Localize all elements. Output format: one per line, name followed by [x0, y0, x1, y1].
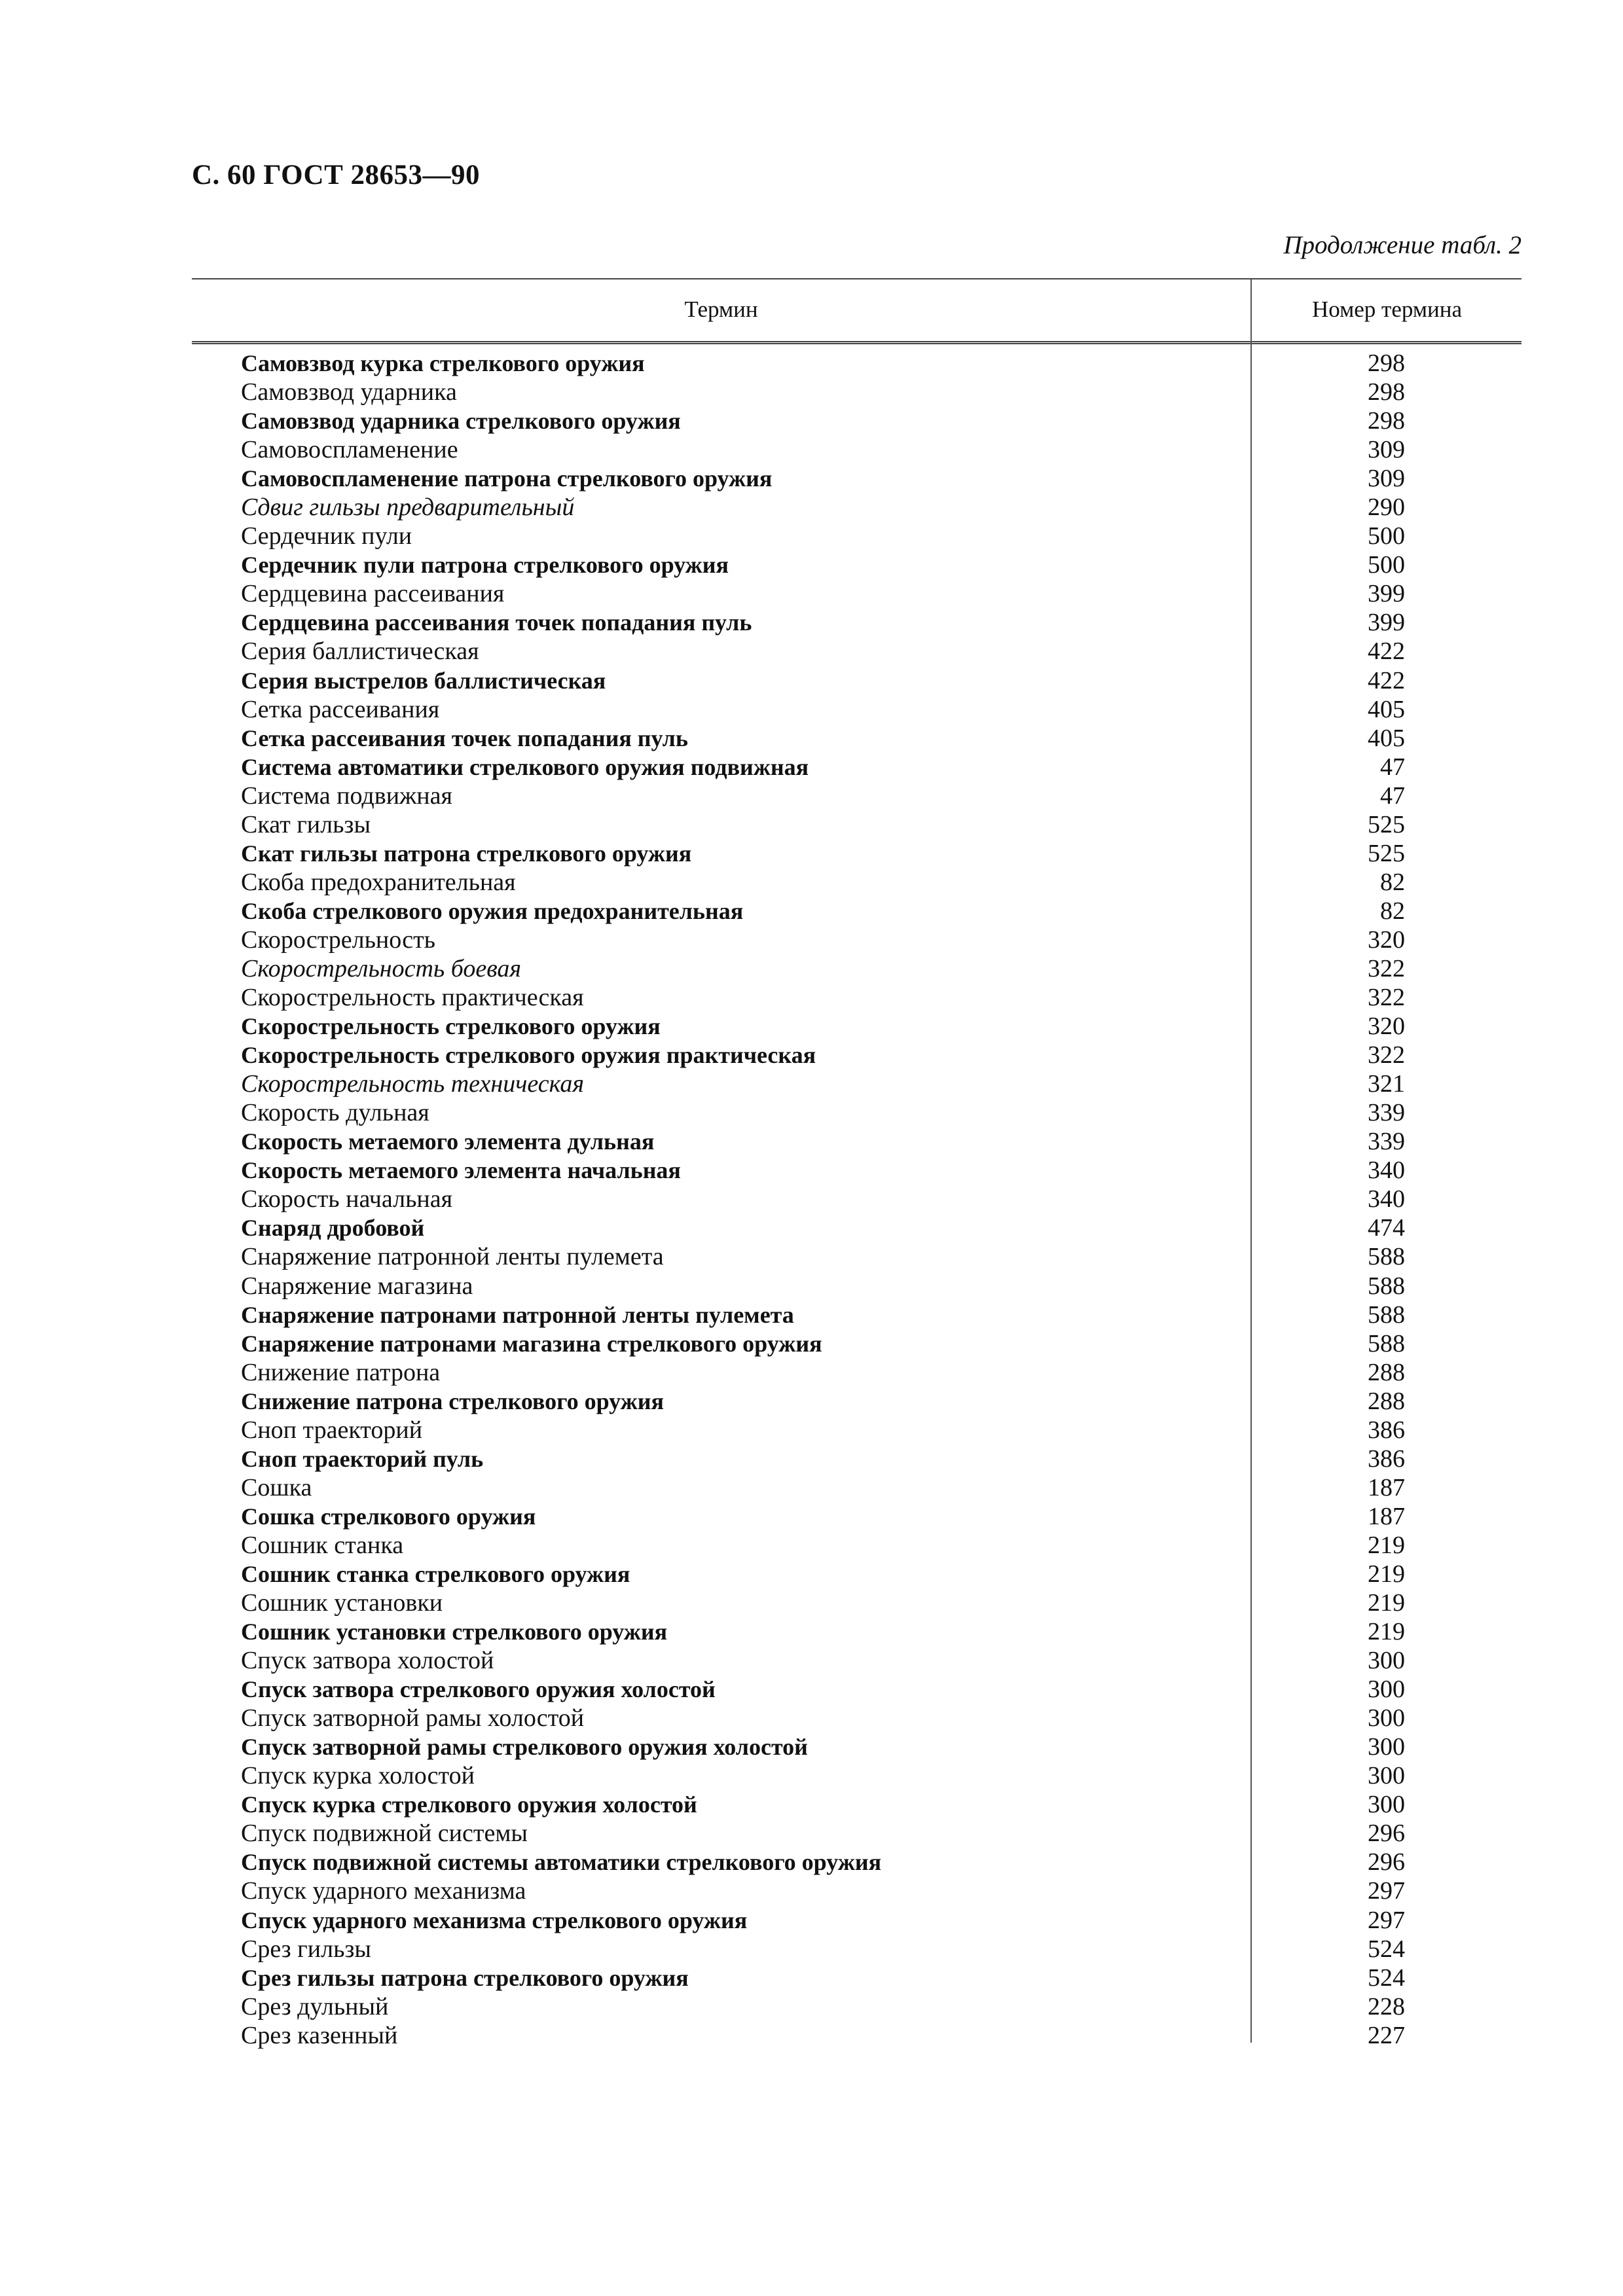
term-cell: Система автоматики стрелкового оружия подвижная — [241, 753, 809, 780]
table-row — [192, 753, 1522, 781]
term-number-cell: 321 — [1368, 1070, 1405, 1098]
term-cell: Спуск ударного механизма — [241, 1877, 526, 1905]
table-row — [192, 1416, 1522, 1444]
term-number-cell: 309 — [1368, 465, 1405, 493]
term-number-cell: 339 — [1368, 1099, 1405, 1127]
term-number-cell: 474 — [1368, 1214, 1405, 1242]
table-row — [192, 983, 1522, 1012]
term-number-cell: 500 — [1368, 522, 1405, 550]
term-cell: Сетка рассеивания точек попадания пуль — [241, 725, 688, 751]
table-row — [192, 608, 1522, 637]
term-number-cell: 82 — [1380, 868, 1405, 896]
table-row — [192, 1819, 1522, 1848]
term-number-cell: 386 — [1368, 1416, 1405, 1444]
table-row — [192, 1964, 1522, 1992]
term-number-cell: 339 — [1368, 1128, 1405, 1156]
table-row — [192, 695, 1522, 724]
term-cell: Скорость метаемого элемента начальная — [241, 1157, 681, 1184]
term-number-cell: 300 — [1368, 1704, 1405, 1732]
table-row — [192, 1272, 1522, 1300]
term-cell: Серия баллистическая — [241, 637, 479, 666]
term-cell: Сетка рассеивания — [241, 695, 440, 723]
term-cell: Спуск затворной рамы холостой — [241, 1704, 585, 1732]
table-row — [192, 1358, 1522, 1387]
table-row — [192, 1992, 1522, 2021]
table-row — [192, 1906, 1522, 1935]
term-number-cell: 322 — [1368, 984, 1405, 1012]
term-cell: Скоба стрелкового оружия предохранительная — [241, 897, 744, 924]
table-body — [192, 349, 1522, 2050]
term-number-cell: 47 — [1380, 781, 1405, 810]
term-number-cell: 588 — [1368, 1300, 1405, 1329]
table-row — [192, 954, 1522, 983]
term-cell: Скорость дульная — [241, 1099, 429, 1127]
term-number-cell: 500 — [1368, 551, 1405, 579]
term-number-cell: 399 — [1368, 609, 1405, 637]
table-header-row — [192, 279, 1522, 340]
table-row — [192, 1012, 1522, 1041]
term-number-cell: 297 — [1368, 1906, 1405, 1934]
term-cell: Самовоспламенение — [241, 436, 458, 464]
table-row — [192, 493, 1522, 522]
term-number-cell: 405 — [1368, 695, 1405, 723]
term-cell: Спуск затвора холостой — [241, 1647, 494, 1675]
term-cell: Самовзвод ударника — [241, 378, 457, 406]
term-cell: Спуск курка холостой — [241, 1762, 475, 1790]
table-row — [192, 666, 1522, 695]
term-number-cell: 309 — [1368, 436, 1405, 464]
term-cell: Скоба предохранительная — [241, 868, 516, 896]
table-row — [192, 781, 1522, 810]
term-cell: Скорострельность практическая — [241, 984, 584, 1012]
term-cell: Скат гильзы — [241, 810, 371, 838]
table-row — [192, 1848, 1522, 1876]
term-cell: Серия выстрелов баллистическая — [241, 667, 606, 694]
term-cell: Срез гильзы — [241, 1935, 371, 1963]
table-row — [192, 406, 1522, 435]
table-row — [192, 1560, 1522, 1588]
term-cell: Сноп траекторий пуль — [241, 1445, 484, 1472]
term-number-cell: 525 — [1368, 839, 1405, 867]
term-number-cell: 300 — [1368, 1791, 1405, 1819]
term-number-cell: 588 — [1368, 1272, 1405, 1300]
table-continuation-note: Продолжение табл. 2 — [1283, 231, 1522, 259]
table-header-rule — [192, 341, 1522, 344]
table-row — [192, 349, 1522, 378]
table-row — [192, 925, 1522, 954]
column-header-number: Номер термина — [1312, 296, 1462, 322]
term-number-cell: 187 — [1368, 1502, 1405, 1530]
table-row — [192, 1502, 1522, 1531]
table-row — [192, 1935, 1522, 1964]
term-number-cell: 525 — [1368, 810, 1405, 838]
term-cell: Сдвиг гильзы предварительный — [241, 493, 575, 522]
term-cell: Снаряжение патронами магазина стрелкового оружия — [241, 1330, 822, 1357]
table-row — [192, 637, 1522, 666]
table-row — [192, 1704, 1522, 1732]
term-number-cell: 320 — [1368, 1013, 1405, 1041]
term-number-cell: 298 — [1368, 350, 1405, 377]
table-row — [192, 1444, 1522, 1473]
term-cell: Самовоспламенение патрона стрелкового оружия — [241, 465, 773, 492]
table-row — [192, 464, 1522, 493]
table-row — [192, 1185, 1522, 1213]
table-row — [192, 1387, 1522, 1416]
term-number-cell: 422 — [1368, 637, 1405, 666]
column-header-term: Термин — [684, 296, 758, 322]
table-row — [192, 435, 1522, 464]
term-number-cell: 298 — [1368, 407, 1405, 435]
term-number-cell: 386 — [1368, 1444, 1405, 1473]
term-cell: Скорострельность техническая — [241, 1070, 585, 1098]
term-number-cell: 228 — [1368, 1992, 1405, 2020]
term-number-cell: 322 — [1368, 954, 1405, 982]
table-row — [192, 1675, 1522, 1704]
table-row — [192, 724, 1522, 753]
term-number-cell: 288 — [1368, 1358, 1405, 1386]
table-row — [192, 1098, 1522, 1127]
term-cell: Сердечник пули патрона стрелкового оружия — [241, 552, 729, 579]
term-cell: Срез казенный — [241, 2021, 398, 2049]
table-row — [192, 1041, 1522, 1069]
term-cell: Скорость метаемого элемента дульная — [241, 1128, 655, 1155]
table-row — [192, 1156, 1522, 1185]
term-number-cell: 227 — [1368, 2021, 1405, 2049]
term-cell: Снижение патрона — [241, 1358, 441, 1386]
table-row — [192, 1617, 1522, 1646]
table-row — [192, 550, 1522, 579]
table-row — [192, 1069, 1522, 1098]
term-number-cell: 422 — [1368, 666, 1405, 694]
term-number-cell: 219 — [1368, 1531, 1405, 1559]
term-number-cell: 588 — [1368, 1329, 1405, 1357]
term-cell: Сошник установки — [241, 1589, 443, 1617]
term-cell: Скорострельность стрелкового оружия — [241, 1013, 661, 1040]
term-cell: Система подвижная — [241, 781, 452, 810]
term-cell: Скорострельность стрелкового оружия практическая — [241, 1042, 816, 1069]
term-cell: Снаряд дробовой — [241, 1215, 425, 1242]
term-cell: Самовзвод курка стрелкового оружия — [241, 350, 645, 376]
table-row — [192, 1473, 1522, 1502]
term-number-cell: 290 — [1368, 493, 1405, 522]
term-cell: Спуск затворной рамы стрелкового оружия холостой — [241, 1734, 808, 1761]
term-cell: Спуск курка стрелкового оружия холостой — [241, 1791, 697, 1818]
term-cell: Сердцевина рассеивания — [241, 580, 505, 608]
term-number-cell: 297 — [1368, 1877, 1405, 1905]
term-cell: Срез гильзы патрона стрелкового оружия — [241, 1964, 689, 1991]
table-row — [192, 810, 1522, 839]
term-number-cell: 399 — [1368, 580, 1405, 608]
term-cell: Сердечник пули — [241, 522, 412, 550]
table-row — [192, 1300, 1522, 1329]
term-number-cell: 219 — [1368, 1589, 1405, 1617]
term-cell: Снижение патрона стрелкового оружия — [241, 1388, 664, 1414]
term-cell: Скорострельность боевая — [241, 954, 522, 982]
table-row — [192, 1588, 1522, 1617]
table-row — [192, 839, 1522, 868]
term-cell: Снаряжение патронной ленты пулемета — [241, 1243, 664, 1271]
table-row — [192, 2021, 1522, 2050]
term-number-cell: 298 — [1368, 378, 1405, 406]
term-number-cell: 219 — [1368, 1560, 1405, 1588]
term-number-cell: 82 — [1380, 897, 1405, 925]
term-cell: Сошка — [241, 1473, 312, 1501]
term-number-cell: 320 — [1368, 925, 1405, 954]
term-number-cell: 322 — [1368, 1041, 1405, 1069]
term-cell: Снаряжение патронами патронной ленты пулемета — [241, 1301, 794, 1328]
term-cell: Спуск затвора стрелкового оружия холостой — [241, 1676, 716, 1703]
term-number-cell: 47 — [1380, 753, 1405, 781]
term-number-cell: 300 — [1368, 1676, 1405, 1704]
table-row — [192, 1790, 1522, 1819]
term-number-cell: 524 — [1368, 1964, 1405, 1992]
term-cell: Скорость начальная — [241, 1185, 453, 1213]
term-cell: Сноп траекторий — [241, 1416, 423, 1444]
table-row — [192, 1329, 1522, 1358]
table-row — [192, 579, 1522, 608]
table-row — [192, 378, 1522, 406]
term-number-cell: 187 — [1368, 1473, 1405, 1501]
term-number-cell: 340 — [1368, 1157, 1405, 1185]
term-number-cell: 405 — [1368, 724, 1405, 752]
table-row — [192, 1732, 1522, 1761]
term-number-cell: 524 — [1368, 1935, 1405, 1963]
table-row — [192, 1646, 1522, 1675]
term-cell: Скат гильзы патрона стрелкового оружия — [241, 840, 692, 867]
term-number-cell: 219 — [1368, 1618, 1405, 1646]
term-number-cell: 296 — [1368, 1848, 1405, 1876]
table-row — [192, 1127, 1522, 1156]
table-row — [192, 868, 1522, 897]
table-row — [192, 1242, 1522, 1271]
term-number-cell: 288 — [1368, 1387, 1405, 1415]
term-cell: Спуск подвижной системы — [241, 1820, 528, 1848]
term-number-cell: 296 — [1368, 1820, 1405, 1848]
term-number-cell: 340 — [1368, 1185, 1405, 1213]
term-number-cell: 588 — [1368, 1243, 1405, 1271]
table-row — [192, 1876, 1522, 1905]
term-number-cell: 300 — [1368, 1762, 1405, 1790]
table-row — [192, 1531, 1522, 1560]
term-cell: Сошка стрелкового оружия — [241, 1503, 536, 1530]
term-cell: Сошник станка стрелкового оружия — [241, 1560, 630, 1587]
table-row — [192, 522, 1522, 550]
term-number-cell: 300 — [1368, 1647, 1405, 1675]
term-cell: Снаряжение магазина — [241, 1272, 473, 1300]
table-row — [192, 1213, 1522, 1242]
term-cell: Срез дульный — [241, 1992, 389, 2020]
term-cell: Скорострельность — [241, 925, 436, 954]
term-cell: Самовзвод ударника стрелкового оружия — [241, 408, 681, 435]
term-cell: Сошник установки стрелкового оружия — [241, 1619, 668, 1645]
page-header: С. 60 ГОСТ 28653—90 — [192, 160, 481, 190]
term-number-cell: 300 — [1368, 1733, 1405, 1761]
term-cell: Спуск подвижной системы автоматики стрелкового оружия — [241, 1849, 882, 1876]
table-row — [192, 897, 1522, 925]
table-row — [192, 1761, 1522, 1790]
term-cell: Сердцевина рассеивания точек попадания пуль — [241, 609, 752, 636]
term-cell: Спуск ударного механизма стрелкового оружия — [241, 1907, 748, 1933]
term-cell: Сошник станка — [241, 1531, 404, 1559]
